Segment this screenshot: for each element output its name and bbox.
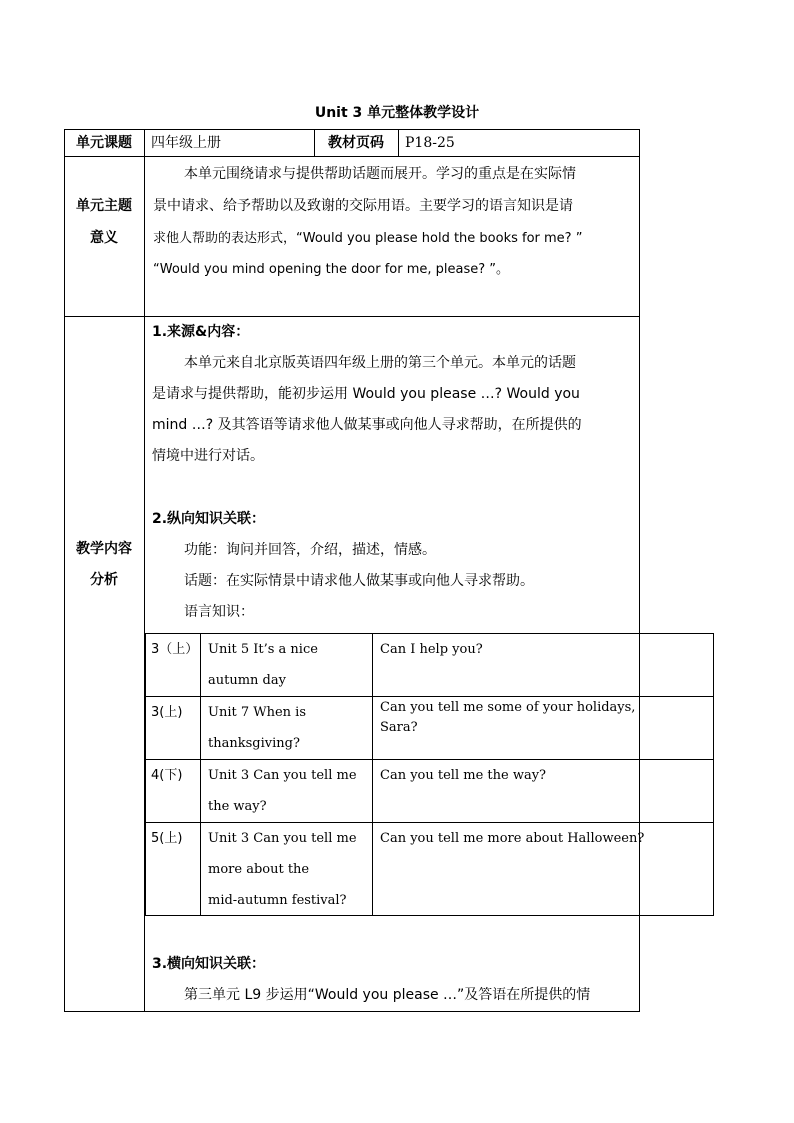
table-border-right (639, 129, 640, 633)
kt-row-2-grade: 3(上) (151, 705, 183, 720)
kt-col-divider-3 (639, 633, 640, 916)
section2-line-1: 功能：询问并回答，介绍，描述，情感。 (184, 542, 436, 558)
kt-row-2-sentence: Can you tell me some of your holidays, Sara? (380, 700, 636, 735)
row-divider-2 (64, 316, 640, 317)
theme-line-2: 景中请求、给予帮助以及致谢的交际用语。主要学习的语言知识是请 (153, 198, 573, 214)
table-border-bottom (64, 1011, 640, 1012)
section2-line-2: 话题：在实际情景中请求他人做某事或向他人寻求帮助。 (184, 573, 534, 589)
section1-line-2: 是请求与提供帮助，能初步运用 Would you please …? Would you (152, 386, 580, 402)
page-title: Unit 3 单元整体教学设计 (314, 105, 480, 121)
section3-heading: 3.横向知识关联： (152, 956, 266, 972)
analysis-label: 教学内容 分析 (76, 541, 132, 588)
kt-row-4-unit: Unit 3 Can you tell me more about the mid-autumn festival? (208, 831, 357, 908)
theme-line-4: “Would you mind opening the door for me, please? ”。 (153, 262, 510, 277)
section1-heading: 1.来源&内容： (152, 324, 250, 340)
kt-col-divider-1 (200, 633, 201, 916)
kt-row-2-unit: Unit 7 When is thanksgiving? (208, 705, 307, 751)
section1-line-3: mind …? 及其答语等请求他人做某事或向他人寻求帮助，在所提供的 (152, 417, 582, 433)
page-range-value: P18-25 (405, 135, 455, 151)
theme-line-3: 求他人帮助的表达形式，“Would you please hold the books for me? ” (153, 231, 583, 246)
page-range-label: 教材页码 (328, 135, 384, 151)
kt-row-1-unit: Unit 5 It’s a nice autumn day (208, 642, 318, 688)
kt-border-right (713, 633, 714, 916)
section3-line-1: 第三单元 L9 步运用“Would you please …”及答语在所提供的情 (184, 987, 591, 1003)
section1-line-1: 本单元来自北京版英语四年级上册的第三个单元。本单元的话题 (184, 355, 576, 371)
theme-line-1: 本单元围绕请求与提供帮助话题而展开。学习的重点是在实际情 (184, 166, 576, 182)
kt-row-3-grade: 4(下) (151, 768, 183, 783)
kt-row-4-sentence: Can you tell me more about Halloween? (380, 831, 645, 846)
table-border-right-lower (639, 916, 640, 1012)
header-divider-b (398, 129, 399, 157)
kt-row-3-sentence: Can you tell me the way? (380, 768, 547, 783)
unit-topic-label: 单元课题 (76, 135, 132, 151)
kt-row-4-grade: 5(上) (151, 831, 183, 846)
kt-row-3-unit: Unit 3 Can you tell me the way? (208, 768, 357, 814)
section1-line-4: 情境中进行对话。 (152, 448, 264, 464)
section2-heading: 2.纵向知识关联： (152, 511, 266, 527)
kt-row-1-grade: 3（上） (151, 642, 199, 657)
unit-topic-value: 四年级上册 (151, 135, 221, 151)
section2-line-3: 语言知识： (184, 604, 254, 620)
kt-border-left (145, 633, 146, 916)
kt-col-divider-2 (372, 633, 373, 916)
theme-label: 单元主题 意义 (76, 198, 132, 246)
kt-row-1-sentence: Can I help you? (380, 642, 483, 657)
